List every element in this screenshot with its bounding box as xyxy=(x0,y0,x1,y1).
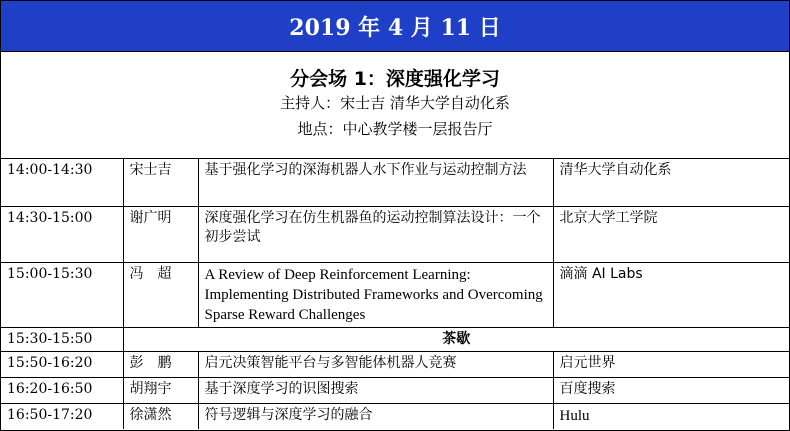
row-topic: 深度强化学习在仿生机器鱼的运动控制算法设计：一个初步尝试 xyxy=(198,206,553,262)
row-time: 15:50-16:20 xyxy=(1,351,123,377)
table-row xyxy=(1,377,789,403)
session-venue: 地点：中心教学楼一层报告厅 xyxy=(297,120,493,138)
session-host: 主持人：宋士吉 清华大学自动化系 xyxy=(280,94,510,112)
row-affiliation: 百度搜索 xyxy=(553,377,789,403)
session-title: 分会场 1：深度强化学习 xyxy=(290,68,500,90)
row-speaker: 胡翔宇 xyxy=(123,377,198,403)
table-row xyxy=(1,262,789,327)
row-topic: 启元决策智能平台与多智能体机器人竞赛 xyxy=(198,351,553,377)
row-time: 14:00-14:30 xyxy=(1,159,123,206)
row-time: 15:30-15:50 xyxy=(1,327,123,351)
row-topic: 基于强化学习的深海机器人水下作业与运动控制方法 xyxy=(198,159,553,206)
row-affiliation: 启元世界 xyxy=(553,351,789,377)
table-row xyxy=(1,351,789,377)
row-affiliation: 滴滴 AI Labs xyxy=(553,262,789,327)
row-time: 16:50-17:20 xyxy=(1,403,123,429)
date-header: 2019 年 4 月 11 日 xyxy=(1,1,789,52)
table-row xyxy=(1,206,789,262)
row-speaker: 冯 超 xyxy=(123,262,198,327)
session-info xyxy=(1,52,789,159)
row-time: 14:30-15:00 xyxy=(1,206,123,262)
row-affiliation: 北京大学工学院 xyxy=(553,206,789,262)
row-affiliation: Hulu xyxy=(553,403,789,429)
table-row xyxy=(1,327,789,351)
row-time: 15:00-15:30 xyxy=(1,262,123,327)
row-affiliation: 清华大学自动化系 xyxy=(553,159,789,206)
row-topic: 基于深度学习的识图搜索 xyxy=(198,377,553,403)
table-row xyxy=(1,403,789,429)
row-speaker: 徐潇然 xyxy=(123,403,198,429)
break-label: 茶歇 xyxy=(123,327,789,351)
row-topic: 符号逻辑与深度学习的融合 xyxy=(198,403,553,429)
row-speaker: 彭 鹏 xyxy=(123,351,198,377)
row-topic: A Review of Deep Reinforcement Learning: Implementing Distributed Frameworks and Overcoming Sparse Reward Challenges xyxy=(198,262,553,327)
row-speaker: 谢广明 xyxy=(123,206,198,262)
table-row xyxy=(1,159,789,206)
row-time: 16:20-16:50 xyxy=(1,377,123,403)
row-speaker: 宋士吉 xyxy=(123,159,198,206)
schedule-rows xyxy=(1,159,789,429)
